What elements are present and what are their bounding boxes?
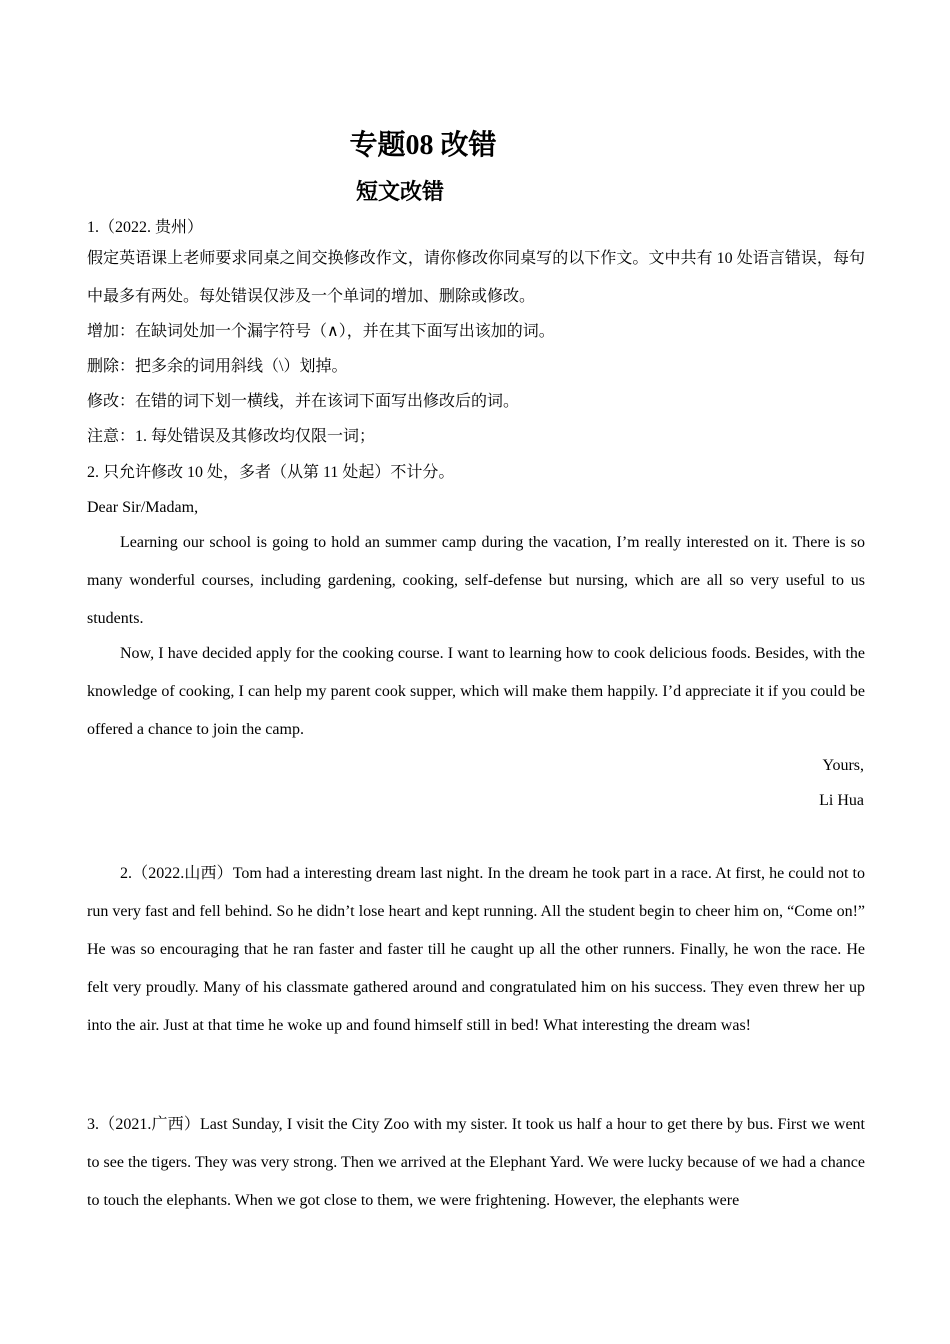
letter-paragraph-2: Now, I have decided apply for the cooking course. I want to learning how to cook delicious foods. Besides, with the knowledge of cooking, I can help my parent cook supper, which will make them happily. I’d appreciate it if you could be offered a chance to join the camp. [87, 645, 865, 738]
q1-instruction-main: 假定英语课上老师要求同桌之间交换修改作文，请你修改你同桌写的以下作文。文中共有 10 处语言错误，每句中最多有两处。每处错误仅涉及一个单词的增加、删除或修改。 [87, 250, 865, 305]
page-title: 专题08 改错 [349, 130, 497, 161]
q1-note-2: 2. 只允许修改 10 处，多者（从第 11 处起）不计分。 [87, 464, 455, 481]
q1-instruction-delete: 删除：把多余的词用斜线（\）划掉。 [87, 358, 348, 375]
q2-passage: 2.（2022.山西）Tom had a interesting dream last night. In the dream he took part in a race. At first, he could not to run very fast and fell behind. So he didn’t lose heart and kept running. All the student begin to cheer him on, “Come on!” He was so encouraging that he ran faster and faster till he caught up all the other runners. Finally, he won the race. He felt very proudly. Many of his classmate gathered around and congratulated him on his success. They even threw her up into the air. Just at that time he woke up and found himself still in bed! What interesting the dream was! [87, 865, 865, 1034]
letter-salutation: Dear Sir/Madam, [87, 499, 199, 516]
q1-note-1: 注意：1. 每处错误及其修改均仅限一词； [87, 428, 376, 445]
q1-instruction-modify: 修改：在错的词下划一横线，并在该词下面写出修改后的词。 [87, 393, 520, 410]
q1-heading: 1.（2022. 贵州） [87, 219, 204, 236]
letter-closing: Yours, [822, 757, 864, 774]
letter-paragraph-1: Learning our school is going to hold an summer camp during the vacation, I’m really interested on it. There is so many wonderful courses, including gardening, cooking, self-defense but nursing, which are all so very useful to us students. [87, 534, 865, 627]
letter-signature: Li Hua [819, 792, 864, 809]
q3-passage: 3.（2021.广西）Last Sunday, I visit the City Zoo with my sister. It took us half a hour to get there by bus. First we went to see the tigers. They was very strong. Then we arrived at the Elephant Yard. We were lucky because of we had a chance to touch the elephants. When we got close to them, we were frightening. However, the elephants were [87, 1116, 865, 1209]
page-subtitle: 短文改错 [355, 179, 444, 204]
q1-instruction-add: 增加：在缺词处加一个漏字符号（∧），并在其下面写出该加的词。 [87, 323, 555, 340]
